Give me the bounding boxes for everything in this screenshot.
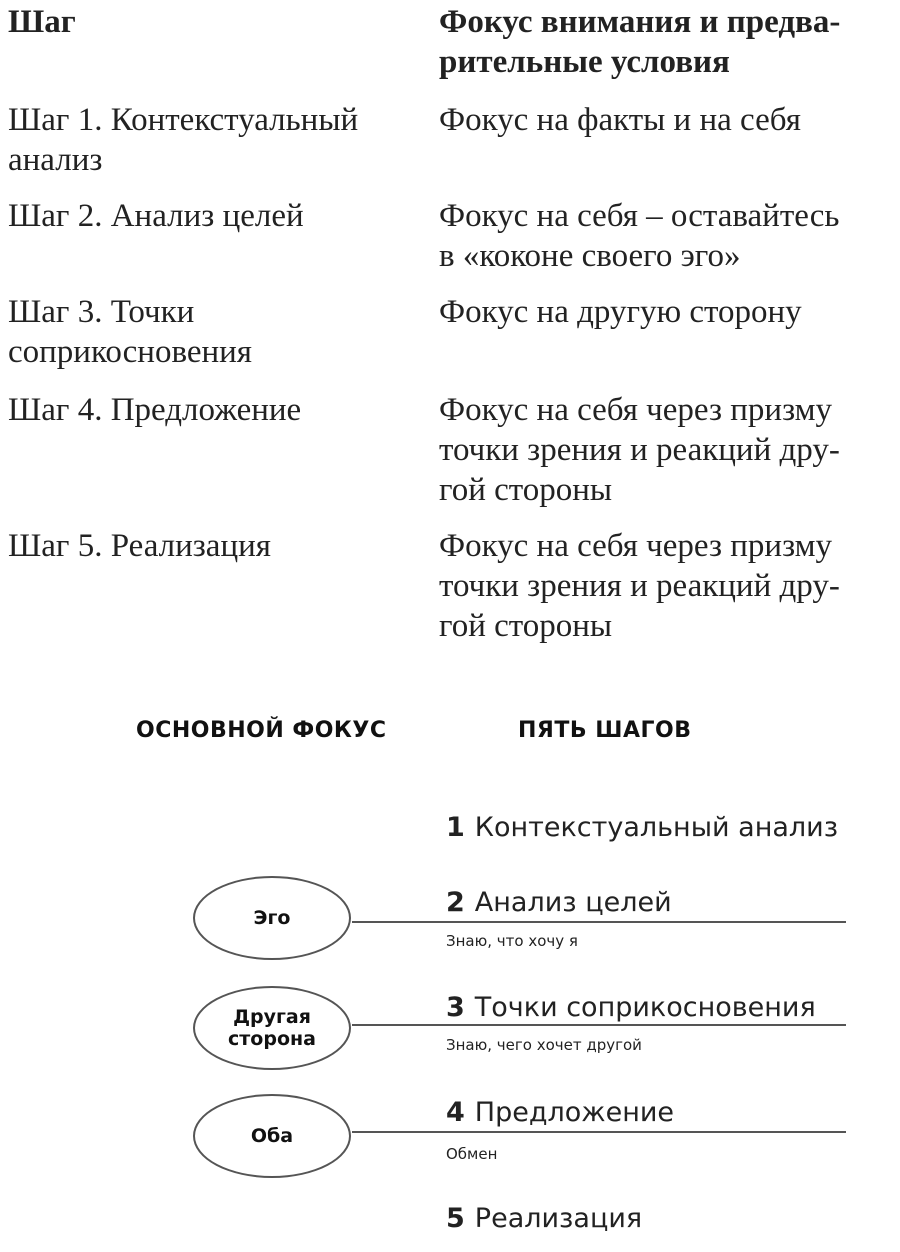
step-label: Предложение bbox=[474, 1097, 675, 1128]
step-number: 2 bbox=[446, 887, 465, 918]
row-focus: Фокус на факты и на себя bbox=[439, 102, 801, 138]
step-label: Точки соприкосновения bbox=[474, 992, 816, 1023]
row-step: Шаг 4. Предложение bbox=[8, 392, 302, 428]
diagram-step bbox=[446, 1097, 674, 1128]
oval-label: Эго bbox=[253, 907, 291, 929]
diagram-title-steps: ПЯТЬ ШАГОВ bbox=[518, 718, 692, 743]
row-focus: Фокус на себя – оставайтесь в «коконе своего эго» bbox=[439, 198, 840, 274]
row-step: Шаг 1. Контекстуальный анализ bbox=[8, 102, 359, 178]
row-step: Шаг 2. Анализ целей bbox=[8, 198, 304, 234]
step-note: Обмен bbox=[446, 1145, 498, 1163]
step-label: Контекстуальный анализ bbox=[474, 812, 839, 843]
focus-oval-ego bbox=[193, 876, 351, 960]
step-line bbox=[352, 1131, 846, 1133]
step-number: 4 bbox=[446, 1097, 465, 1128]
row-focus: Фокус на другую сторону bbox=[439, 294, 802, 330]
row-focus: Фокус на себя через призму точки зрения и реакций дру- гой стороны bbox=[439, 392, 840, 508]
diagram-step bbox=[446, 887, 672, 918]
diagram-title-focus: ОСНОВНОЙ ФОКУС bbox=[136, 718, 387, 743]
diagram-step bbox=[446, 1203, 642, 1234]
step-note: Знаю, чего хочет другой bbox=[446, 1036, 642, 1054]
oval-label: Оба bbox=[250, 1125, 294, 1147]
row-focus: Фокус на себя через призму точки зрения и реакций дру- гой стороны bbox=[439, 528, 840, 644]
step-line bbox=[352, 1024, 846, 1026]
diagram-step bbox=[446, 992, 816, 1023]
focus-oval-both bbox=[193, 1094, 351, 1178]
step-line bbox=[352, 921, 846, 923]
step-number: 3 bbox=[446, 992, 465, 1023]
header-step: Шаг bbox=[8, 4, 76, 40]
focus-oval-other bbox=[193, 986, 351, 1070]
step-number: 1 bbox=[446, 812, 465, 843]
step-number: 5 bbox=[446, 1203, 465, 1234]
step-label: Анализ целей bbox=[474, 887, 672, 918]
header-focus: Фокус внимания и предва- рительные условия bbox=[439, 4, 841, 80]
row-step: Шаг 5. Реализация bbox=[8, 528, 271, 564]
diagram-step bbox=[446, 812, 838, 843]
row-step: Шаг 3. Точки соприкосновения bbox=[8, 294, 252, 370]
oval-label: Другая сторона bbox=[228, 1006, 316, 1050]
step-label: Реализация bbox=[474, 1203, 643, 1234]
step-note: Знаю, что хочу я bbox=[446, 932, 578, 950]
